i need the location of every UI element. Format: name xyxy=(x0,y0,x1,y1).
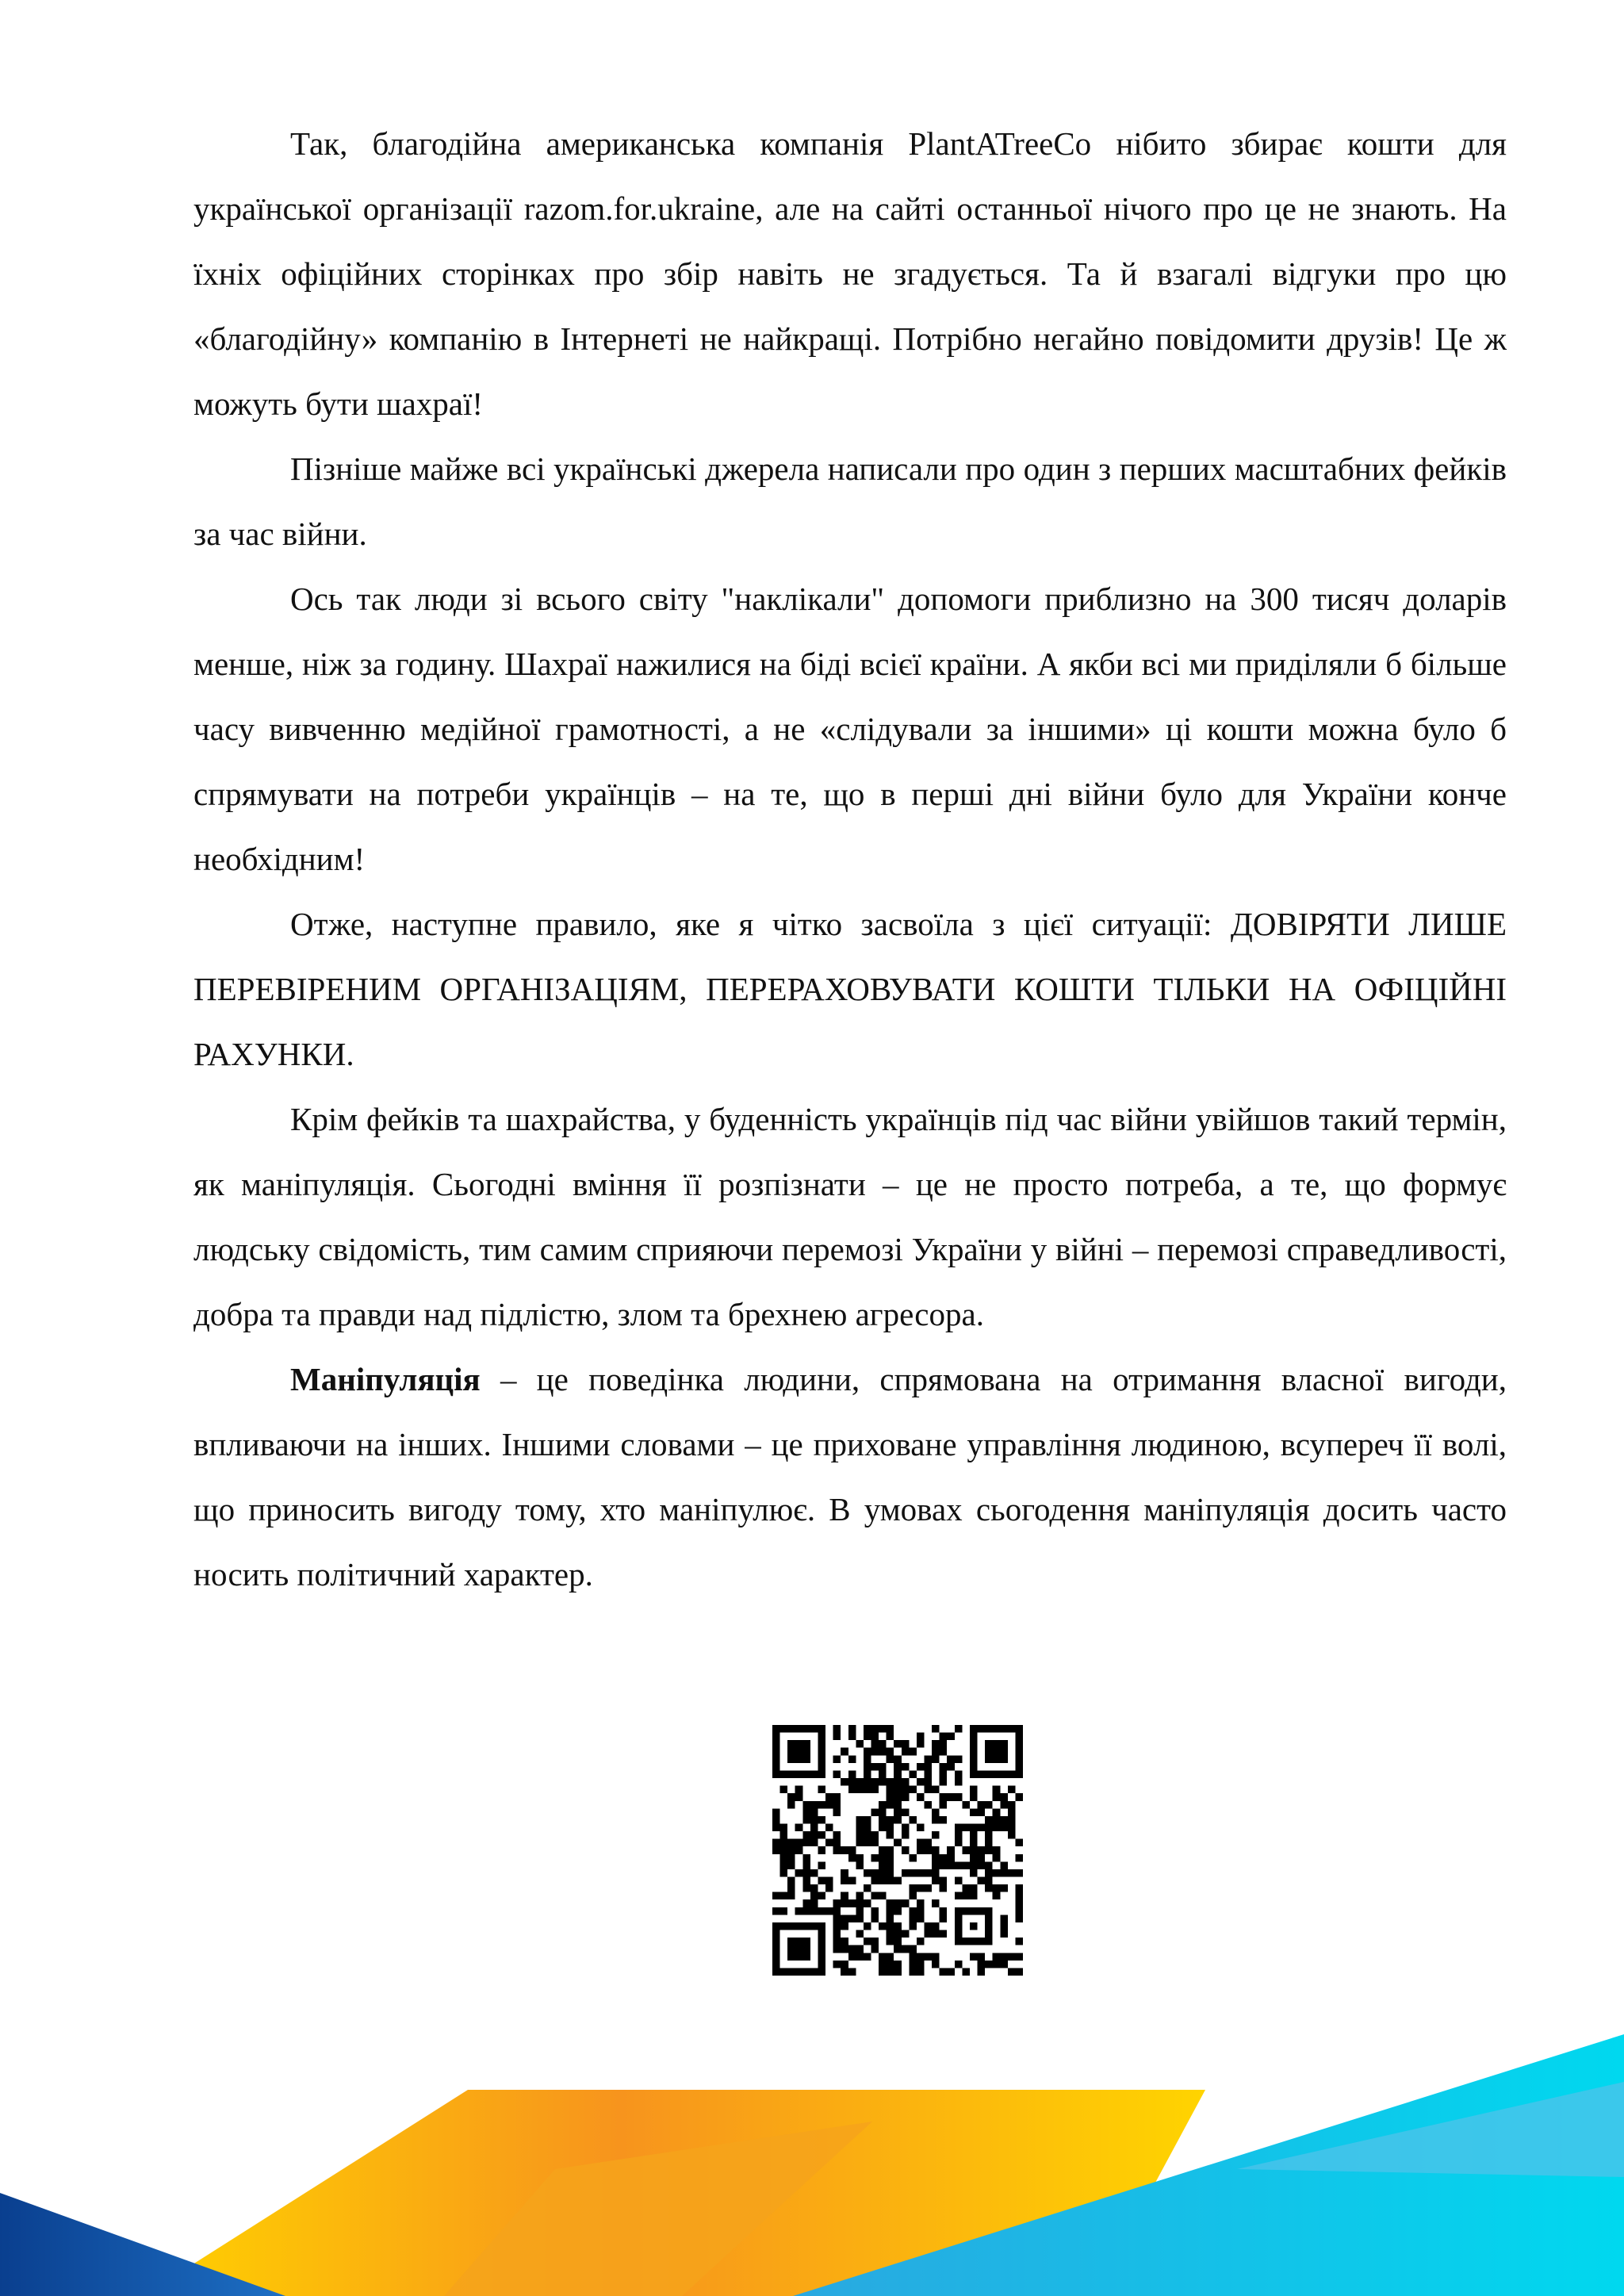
paragraph-definition xyxy=(193,1347,1507,1607)
qr-code-icon[interactable] xyxy=(772,1725,1023,1976)
definition-text: – це поведінка людини, спрямована на отримання власної вигоди, впливаючи на інших. Іншими словами – це приховане управління людиною, всупереч її волі, що приносить вигоду тому, хто маніпулює. В умовах сьогодення маніпуляція досить часто носить політичний характер. xyxy=(193,1361,1507,1593)
paragraph-rule: Отже, наступне правило, яке я чітко засвоїла з цієї ситуації: ДОВІРЯТИ ЛИШЕ ПЕРЕВІРЕНИМ ОРГАНІЗАЦІЯМ, ПЕРЕРАХОВУВАТИ КОШТИ ТІЛЬКИ НА ОФІЦІЙНІ РАХУНКИ. xyxy=(193,906,1507,1072)
definition-term: Маніпуляція xyxy=(290,1361,481,1397)
paragraph-fundraiser: Так, благодійна американська компанія PlantATreeCo нібито збирає кошти для української організації razom.for.ukraine, але на сайті останньої нічого про це не знають. На їхніх офіційних сторінках про збір навіть не згадується. Та й взагалі відгуки про цю «благодійну» компанію в Інтернеті не найкращі. Потрібно негайно повідомити друзів! Це ж можуть бути шахраї! xyxy=(193,125,1507,422)
paragraph-fake: Пізніше майже всі українські джерела написали про один з перших масштабних фейків за час війни. xyxy=(193,450,1507,552)
article-body xyxy=(193,111,1507,1607)
paragraph-money: Ось так люди зі всього світу "наклікали" допомоги приблизно на 300 тисяч доларів менше, ніж за годину. Шахраї нажилися на біді всієї країни. А якби всі ми приділяли б більше часу вивченню медійної грамотності, а не «слідували за іншими» ці кошти можна було б спрямувати на потреби українців – на те, що в перші дні війни було для України конче необхідним! xyxy=(193,581,1507,877)
ukraine-color-footer xyxy=(0,2034,1624,2296)
paragraph-manipulation-intro: Крім фейків та шахрайства, у буденність українців під час війни увійшов такий термін, як маніпуляція. Сьогодні вміння її розпізнати – це не просто потреба, а те, що формує людську свідомість, тим самим сприяючи перемозі України у війні – перемозі справедливості, добра та правди над підлістю, злом та брехнею агресора. xyxy=(193,1101,1507,1332)
